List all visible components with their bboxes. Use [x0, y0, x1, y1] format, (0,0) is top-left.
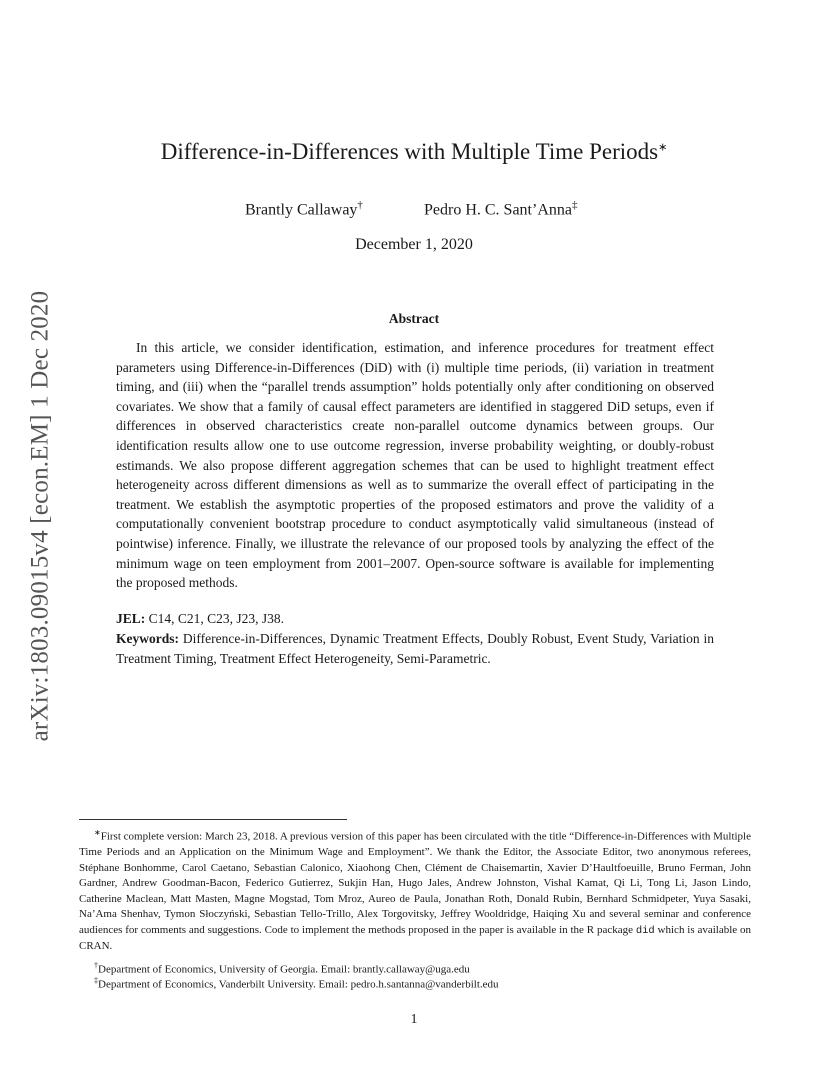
author-2 — [424, 199, 577, 219]
footnote-ddagger-text: Department of Economics, Vanderbilt University. Email: pedro.h.santanna@vanderbilt.edu — [98, 978, 499, 991]
paper-date: December 1, 2020 — [355, 236, 473, 253]
author-1-name: Brantly Callaway — [245, 201, 358, 219]
arxiv-id: arXiv:1803.09015v4 [econ.EM] 1 Dec 2020 — [26, 290, 54, 742]
footnote-star-mark: ∗ — [94, 828, 101, 837]
footnote-ddagger-mark: ‡ — [94, 976, 98, 985]
keywords-label: Keywords: — [116, 631, 179, 646]
author-1 — [245, 199, 363, 219]
abstract-body: In this article, we consider identification, estimation, and inference procedures for treatment effect parameters using Difference-in-Differences (DiD) with (i) multiple time periods, (ii) variation in treatment timing, and (iii) when the “parallel trends assumption” holds potentially only after conditioning on observed covariates. We show that a family of causal effect parameters are identified in staggered DiD setups, even if differences in observed characteristics create non-parallel outcome dynamics between groups. Our identification results allow one to use outcome regression, inverse probability weighting, or doubly-robust estimands. We also propose different aggregation schemes that can be used to highlight treatment effect heterogeneity across different dimensions as well as to summarize the overall effect of participating in the treatment. We establish the asymptotic properties of the proposed estimators and prove the validity of a computationally convenient bootstrap procedure to conduct asymptotically valid simultaneous (instead of pointwise) inference. Finally, we illustrate the relevance of our proposed tools by analyzing the effect of the minimum wage on teen employment from 2001–2007. Open-source software is available for implementing the proposed methods. — [116, 340, 714, 591]
footnote-dagger-text: Department of Economics, University of Georgia. Email: brantly.callaway@uga.edu — [98, 963, 470, 976]
package-name: did — [635, 924, 655, 937]
jel-text: C14, C21, C23, J23, J38. — [148, 611, 285, 626]
footnote-star-text: First complete version: March 23, 2018. A previous version of this paper has been circulated with the title “Difference-in-Differences with Multiple Time Periods and an Application on the Minimum Wage and Employment”. We thank the Editor, the Associate Editor, two anonymous referees, Stéphane Bonhomme, Carol Caetano, Sebastian Calonico, Xiaohong Chen, Clément de Chaisemartin, Xavier D’Haultfoeuille, Bruno Ferman, John Gardner, Andrew Goodman-Bacon, Federico Gutierrez, Sukjin Han, Hugo Jales, Andrew Johnston, Vishal Kamat, Qi Li, Tong Li, Jason Lindo, Catherine Maclean, Matt Masten, Magne Mogstad, Tom Mroz, Aureo de Paula, Jonathan Roth, Donald Rubin, Bernhard Schmidpeter, Yuya Sasaki, Na’Ama Shenhav, Tymon Słoczyński, Sebastian Tello-Trillo, Alex Torgovitsky, Jeffrey Wooldridge, Haiqing Xu and several seminar and conference audiences for comments and suggestions. Code to implement the methods proposed in the paper is available in the R package — [79, 830, 751, 936]
author-1-mark: † — [357, 199, 363, 211]
footnote-star — [79, 825, 751, 955]
jel-codes — [116, 609, 714, 629]
footnote-divider — [79, 819, 347, 820]
abstract-heading: Abstract — [388, 311, 440, 326]
jel-label: JEL: — [116, 611, 146, 626]
author-2-name: Pedro H. C. Sant’Anna — [424, 201, 572, 219]
title-footnote-mark: ∗ — [658, 141, 668, 154]
page-number: 1 — [410, 1012, 418, 1027]
footnote-star-text-end: which is available on CRAN. — [79, 923, 751, 953]
footnote-dagger-mark: † — [94, 961, 98, 970]
arxiv-stamp — [22, 268, 58, 764]
keywords-text: Difference-in-Differences, Dynamic Treatment Effects, Doubly Robust, Event Study, Variation in Treatment Timing, Treatment Effect Heterogeneity, Semi-Parametric. — [116, 631, 714, 666]
keywords — [116, 629, 714, 668]
title-text: Difference-in-Differences with Multiple Time Periods — [160, 139, 659, 164]
footnote-ddagger — [94, 973, 751, 993]
author-2-mark: ‡ — [571, 199, 578, 211]
paper-title — [0, 139, 828, 165]
